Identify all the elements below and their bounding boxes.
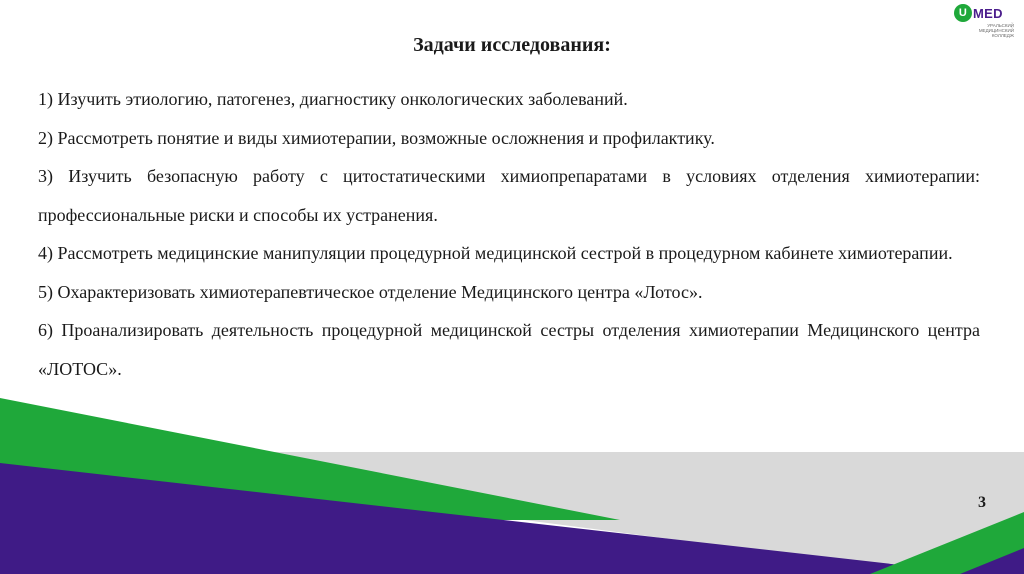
task-item-2: 2) Рассмотреть понятие и виды химиотерапии, возможные осложнения и профилактику.	[38, 127, 715, 148]
page-number: 3	[978, 494, 986, 511]
logo-line: МЕДИЦИНСКИЙ	[978, 28, 1014, 33]
task-list	[38, 80, 980, 388]
task-item-4: 4) Рассмотреть медицинские манипуляции процедурной медицинской сестрой в процедурном кабинете химиотерапии.	[38, 243, 953, 263]
logo-line: УРАЛЬСКИЙ	[987, 23, 1014, 28]
logo-line: КОЛЛЕДЖ	[991, 33, 1014, 38]
task-item-3: 3) Изучить безопасную работу с цитостатическими химиопрепаратами в условиях отделения химиотерапии: профессиональные риски и способы их устранения.	[38, 166, 980, 225]
task-item-5: 5) Охарактеризовать химиотерапевтическое отделение Медицинского центра «Лотос».	[38, 281, 703, 302]
slide-title: Задачи исследования:	[413, 34, 611, 56]
task-item-1: 1) Изучить этиологию, патогенез, диагностику онкологических заболеваний.	[38, 89, 628, 109]
logo-u-icon: U	[954, 4, 972, 22]
task-item-6: 6) Проанализировать деятельность процедурной медицинской сестры отделения химиотерапии Медицинского центра «ЛОТОС».	[38, 320, 980, 379]
logo-brand: MED	[973, 5, 1003, 21]
logo-mark	[954, 4, 1014, 22]
